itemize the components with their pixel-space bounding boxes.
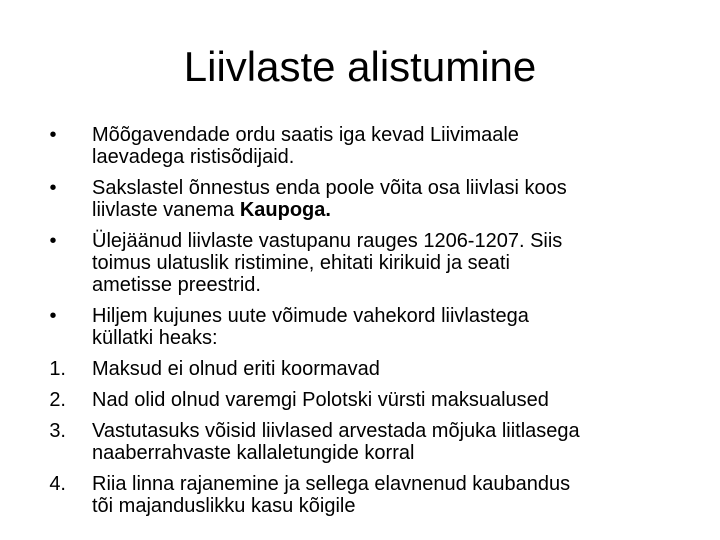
list-item-line: liivlaste vanema [92,199,240,221]
number-marker: 4. [49,473,66,495]
bullet-marker: • [49,305,57,327]
list-item [0,230,720,296]
list-item-line: tõi majanduslikku kasu kõigile [92,495,356,517]
list-item-line: toimus ulatuslik ristimine, ehitati kirikuid ja seati [92,252,510,274]
list-item-line: Riia linna rajanemine ja sellega elavnenud kaubandus [92,473,571,495]
list-item [0,124,720,168]
slide-title: Liivlaste alistumine [183,43,537,90]
numbered-item [0,420,720,464]
list-item-line: Mõõgavendade ordu saatis iga kevad Liivimaale [92,124,519,146]
list-item-line: laevadega ristisõdijaid. [92,146,295,168]
list-item-line: naaberrahvaste kallaletungide korral [92,442,415,464]
numbered-item [0,358,720,380]
number-marker: 1. [49,358,66,380]
number-marker: 2. [49,389,66,411]
bullet-marker: • [49,177,57,199]
number-marker: 3. [49,420,66,442]
bullet-marker: • [49,230,57,252]
list-item [0,177,720,221]
bullet-list [0,124,720,517]
list-item-line: küllatki heaks: [92,327,218,349]
list-item-line: Vastutasuks võisid liivlased arvestada mõjuka liitlasega [92,420,580,442]
emphasized-name: Kaupoga. [239,199,331,221]
numbered-item [0,389,720,411]
list-item-line: Maksud ei olnud eriti koormavad [92,358,380,380]
list-item [0,305,720,349]
bullet-marker: • [49,124,57,146]
numbered-item [0,473,720,517]
list-item-line: Hiljem kujunes uute võimude vahekord liivlastega [92,305,529,327]
list-item-line: ametisse preestrid. [92,274,261,296]
list-item-line: Ülejäänud liivlaste vastupanu rauges 1206-1207. Siis [92,230,563,252]
list-item-line: Sakslastel õnnestus enda poole võita osa liivlasi koos [92,177,567,199]
list-item-line: Nad olid olnud varemgi Polotski vürsti maksualused [92,389,549,411]
